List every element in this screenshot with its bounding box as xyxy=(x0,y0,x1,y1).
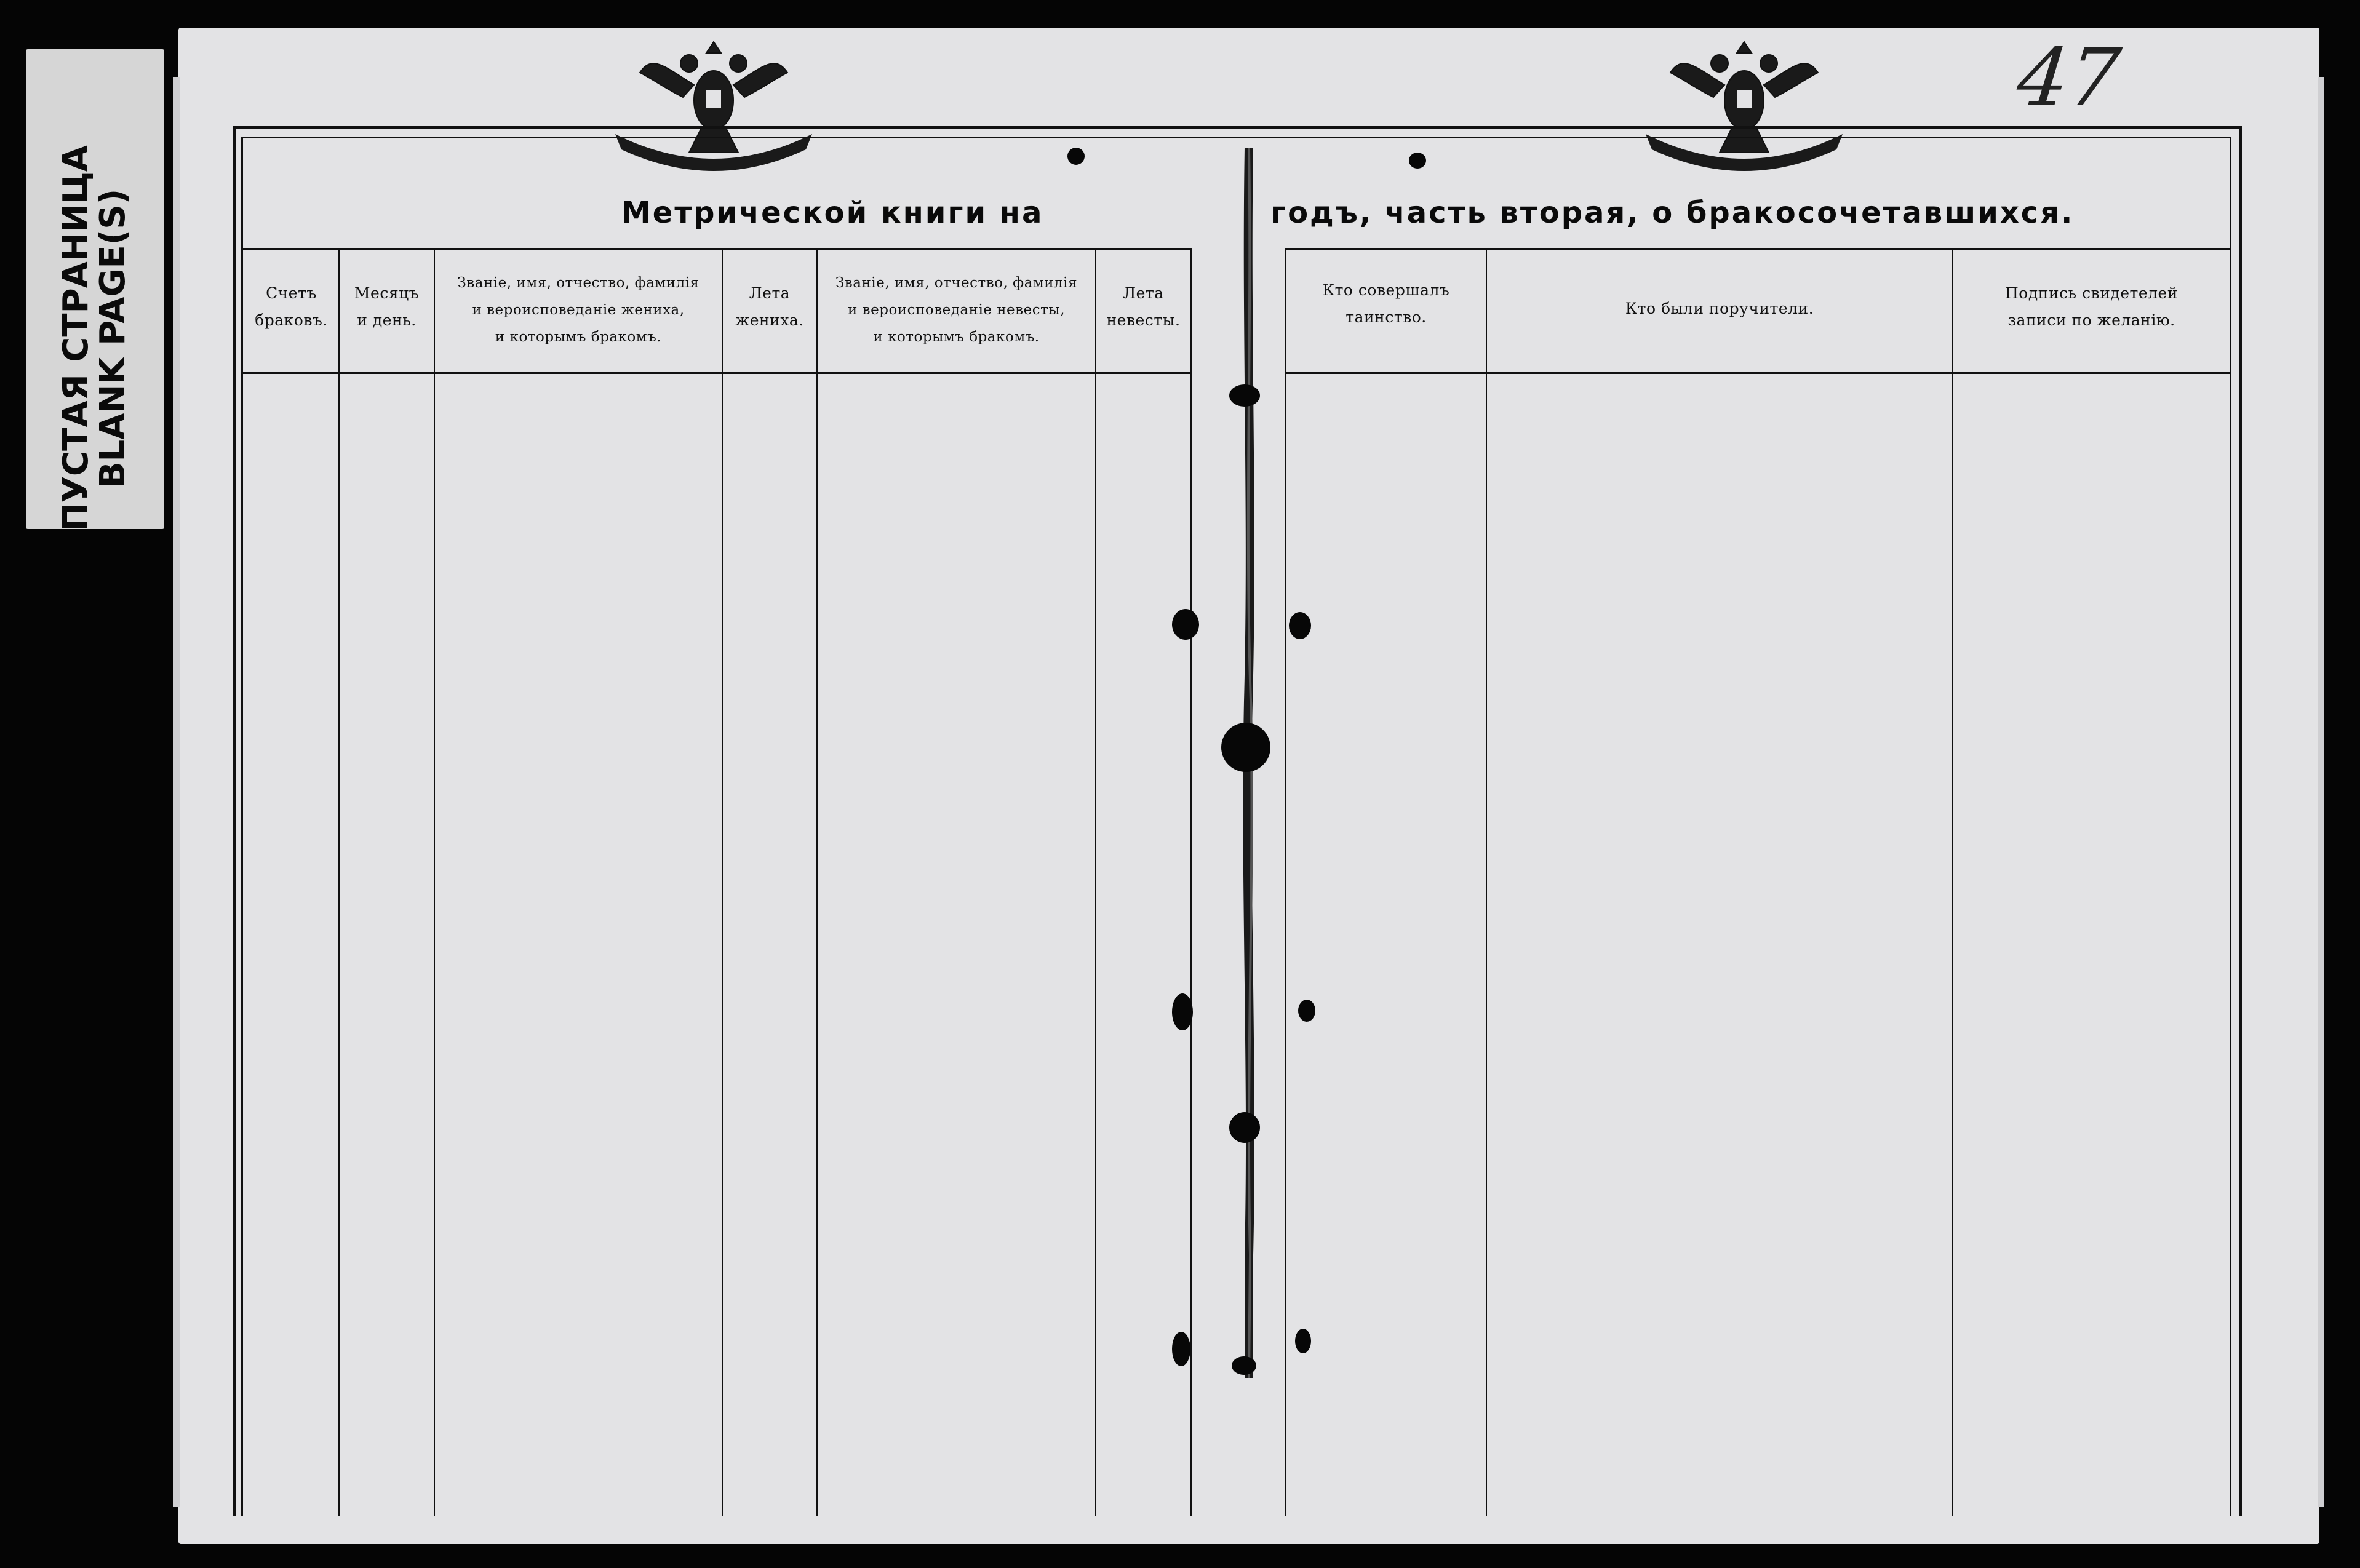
col-header-month-day: Месяцъ и день. xyxy=(354,284,420,329)
header-rule-top-left xyxy=(241,248,1192,250)
col-divider xyxy=(1952,248,1953,1516)
page-number: 47 xyxy=(2013,31,2125,124)
col-divider xyxy=(1285,248,1286,1516)
col-divider xyxy=(1190,248,1192,1516)
binding-hole xyxy=(1409,153,1426,169)
title-right: годъ, часть вторая, о бракосочетавшихся. xyxy=(1270,196,2075,230)
col-header-witness-signature: Подпись свидетелей записи по желанію. xyxy=(2004,284,2179,329)
col-header-bride: Званіе, имя, отчество, фамилія и вероисповеданіе невесты, и которымъ бракомъ. xyxy=(835,275,1078,345)
binding-hole xyxy=(1289,612,1311,639)
binding-thread xyxy=(1221,148,1277,1415)
binding-hole xyxy=(1229,1112,1260,1143)
binding-hole xyxy=(1172,1332,1190,1366)
col-divider xyxy=(1095,248,1096,1516)
col-header-guarantors: Кто были поручители. xyxy=(1625,300,1814,317)
title-left: Метрической книги на xyxy=(621,196,1044,230)
blank-page-tag-text xyxy=(58,145,132,531)
header-rule-bottom-right xyxy=(1286,372,2231,374)
col-divider xyxy=(722,248,723,1516)
left-frame-inner-line xyxy=(241,137,243,1516)
binding-hole xyxy=(1232,1356,1256,1375)
header-rule-bottom-left xyxy=(241,372,1192,374)
col-divider xyxy=(1486,248,1487,1516)
binding-hole xyxy=(1295,1329,1311,1353)
blank-tag-en: BLANK PAGE(S) xyxy=(93,188,133,488)
right-frame-line xyxy=(2239,126,2242,1516)
right-page xyxy=(1246,28,2319,1544)
col-header-groom: Званіе, имя, отчество, фамилія и вероисповеданіе жениха, и которымъ бракомъ. xyxy=(457,275,700,345)
top-frame-line xyxy=(233,126,2241,129)
col-divider xyxy=(338,248,340,1516)
col-header-bride-age: Лета невесты. xyxy=(1106,284,1181,329)
blank-tag-ru: ПУСТАЯ СТРАНИЦА xyxy=(56,145,96,532)
header-rule-top-right xyxy=(1286,248,2231,250)
col-header-groom-age: Лета жениха. xyxy=(735,284,804,329)
binding-hole xyxy=(1067,148,1085,165)
right-frame-inner-line xyxy=(2230,137,2231,1516)
binding-hole xyxy=(1229,384,1260,407)
binding-hole xyxy=(1221,723,1270,772)
binding-hole xyxy=(1298,1000,1315,1022)
left-frame-line xyxy=(233,126,236,1516)
binding-hole xyxy=(1172,993,1193,1030)
double-headed-eagle-emblem xyxy=(1640,30,1849,177)
col-header-officiant: Кто совершалъ таинство. xyxy=(1322,281,1450,326)
binding-hole xyxy=(1172,609,1199,640)
col-divider xyxy=(434,248,435,1516)
double-headed-eagle-emblem xyxy=(609,30,818,177)
col-header-marriage-count: Счетъ браковъ. xyxy=(255,284,328,329)
top-frame-inner-line xyxy=(241,137,2231,138)
blank-page-tag xyxy=(26,49,164,532)
col-divider xyxy=(816,248,818,1516)
